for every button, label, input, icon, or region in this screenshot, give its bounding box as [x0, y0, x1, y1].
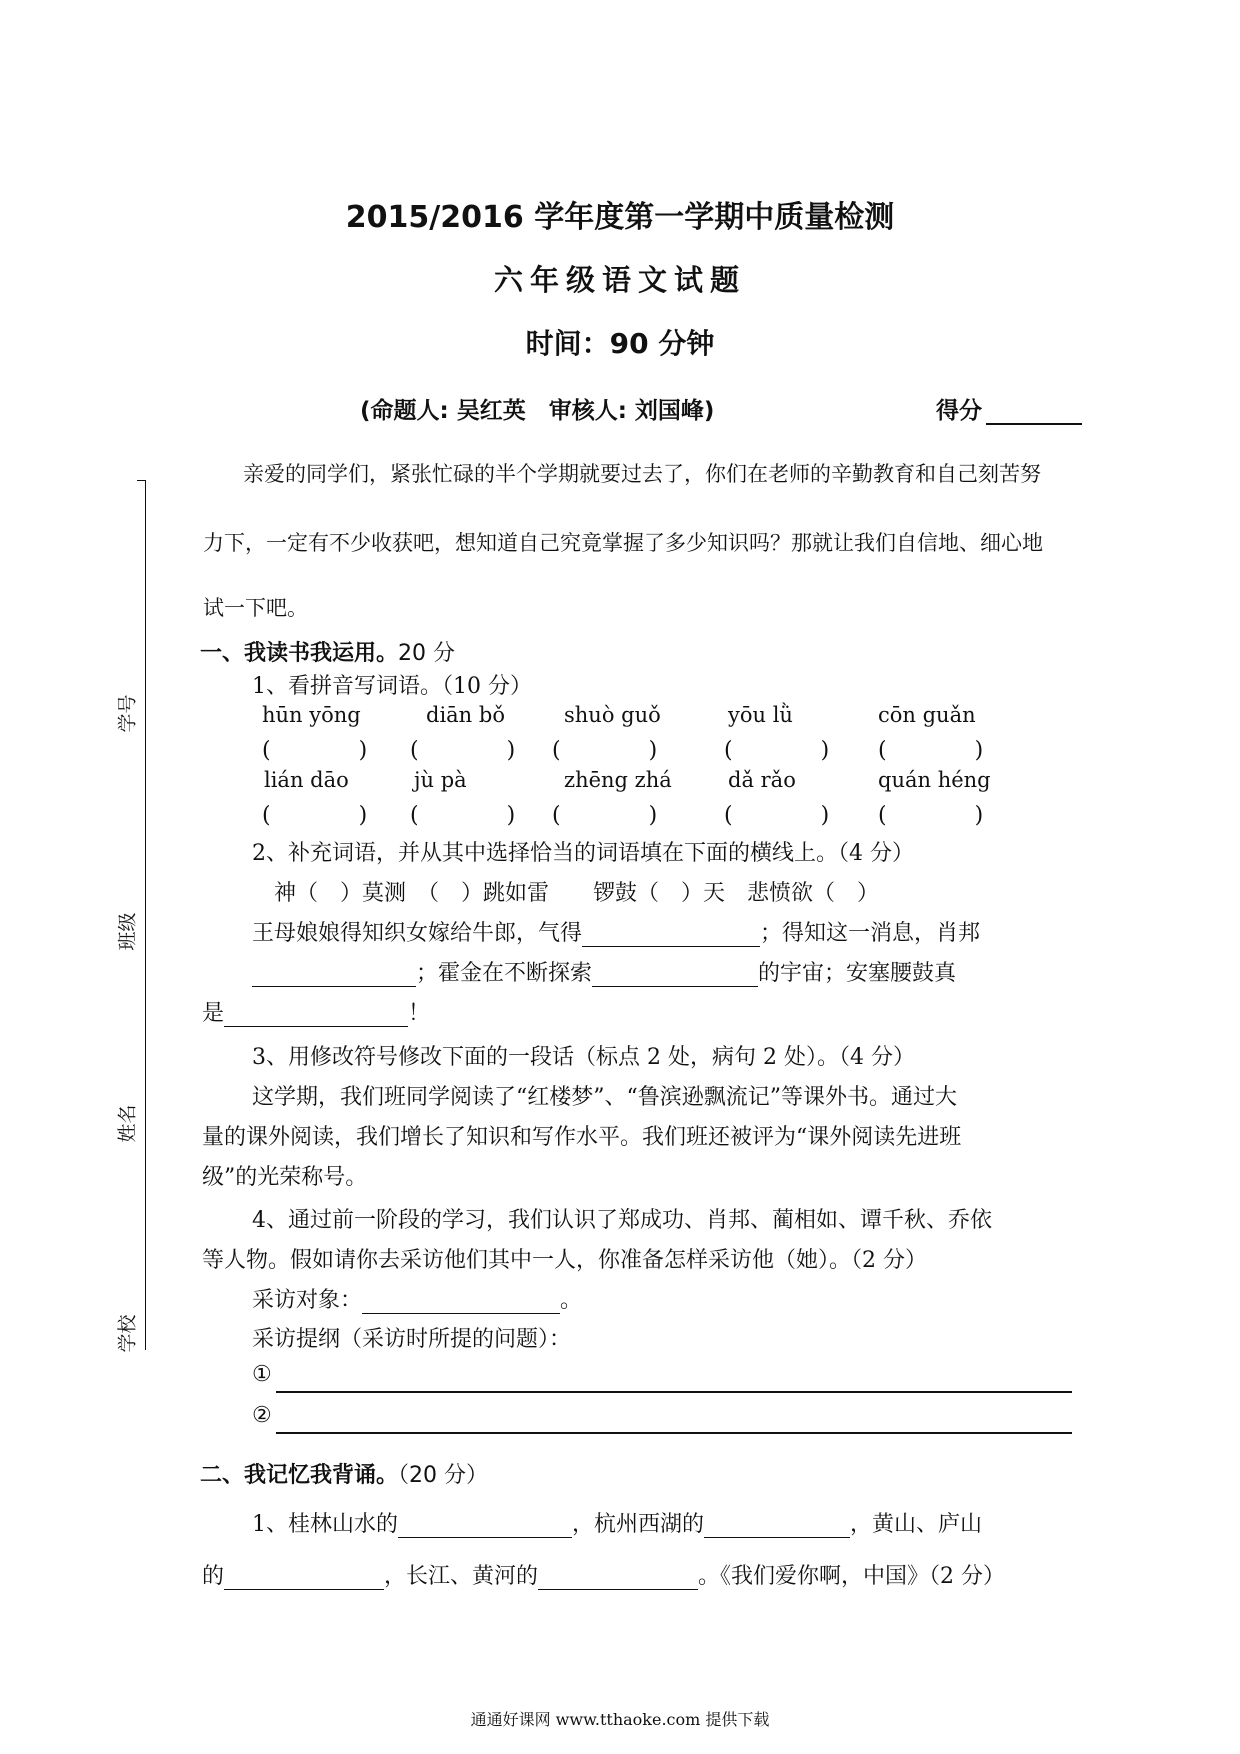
- q2-text-2b: 的宇宙；安塞腰鼓真: [758, 961, 957, 986]
- score-field: [936, 392, 1082, 425]
- class-label: 班级: [116, 912, 139, 951]
- intro-line-1: 亲爱的同学们，紧张忙碌的半个学期就要过去了，你们在老师的辛勤教育和自己刻苦努: [243, 462, 1041, 486]
- s2q1-blank-4[interactable]: [538, 1567, 698, 1590]
- section-2-title: 二、我记忆我背诵。: [200, 1463, 399, 1488]
- binding-margin-line: [145, 480, 146, 1350]
- question-1-2-line-1: [252, 916, 980, 947]
- student-id-label: 学号: [116, 694, 139, 733]
- s2q1-blank-2[interactable]: [704, 1515, 850, 1538]
- pinyin-1: hūn yōng: [262, 703, 361, 727]
- q2-text-2a: ；霍金在不断探索: [416, 961, 593, 986]
- q2-blank-3[interactable]: [592, 964, 758, 987]
- answer-paren-4[interactable]: ( ): [724, 738, 830, 763]
- question-1-4-line-1: 4、通过前一阶段的学习，我们认识了郑成功、肖邦、蔺相如、谭千秋、乔依: [252, 1208, 992, 1233]
- question-1-2-line-3: [202, 996, 430, 1027]
- section-1-title: 一、我读书我运用。: [200, 641, 399, 666]
- pinyin-10: quán héng: [878, 768, 991, 792]
- answer-paren-2[interactable]: ( ): [410, 738, 516, 763]
- exam-subtitle: 六年级语文试题: [493, 263, 746, 297]
- question-1-4-line-2: 等人物。假如请你去采访他们其中一人，你准备怎样采访他（她）。（2 分）: [202, 1248, 927, 1273]
- exam-authors: (命题人: 吴红英 审核人: 刘国峰): [360, 398, 715, 424]
- s2q1-text-2b: ，长江、黄河的: [384, 1564, 539, 1589]
- s2q1-text-1a: 1、桂林山水的: [252, 1512, 398, 1537]
- section-2-q1-line-2: [202, 1559, 1005, 1590]
- section-2-q1-line-1: [252, 1507, 982, 1538]
- question-1-3-line-3: 级”的光荣称号。: [202, 1165, 368, 1190]
- question-1-3-line-1: 这学期，我们班同学阅读了“红楼梦”、“鲁滨逊飘流记”等课外书。通过大: [252, 1085, 957, 1110]
- footer-watermark: 通通好课网 www.tthaoke.com 提供下载: [470, 1710, 770, 1729]
- s2q1-text-2c: 。《我们爱你啊，中国》（2 分）: [698, 1564, 1006, 1589]
- intro-line-3: 试一下吧。: [203, 596, 308, 620]
- section-2-heading: [200, 1458, 488, 1489]
- pinyin-3: shuò guǒ: [564, 703, 661, 727]
- question-1-2-words: 神（ ）莫测 （ ）跳如雷 锣鼓（ ）天 悲愤欲（ ）: [274, 881, 880, 906]
- q2-blank-2[interactable]: [252, 964, 416, 987]
- exam-title: 2015/2016 学年度第一学期中质量检测: [345, 200, 895, 235]
- answer-paren-9[interactable]: ( ): [724, 803, 830, 828]
- score-label: 得分: [936, 398, 982, 424]
- q2-text-1a: 王母娘娘得知织女嫁给牛郎，气得: [252, 921, 583, 946]
- outline-item-2-marker: ②: [252, 1403, 272, 1428]
- section-1-heading: [200, 636, 455, 667]
- q2-text-3b: ！: [408, 1001, 431, 1026]
- s2q1-text-2a: 的: [202, 1564, 225, 1589]
- question-1-1: 1、看拼音写词语。（10 分）: [252, 674, 532, 699]
- pinyin-4: yōu lǜ: [728, 703, 793, 727]
- outline-item-2-line[interactable]: [276, 1432, 1072, 1434]
- answer-paren-3[interactable]: ( ): [552, 738, 658, 763]
- outline-item-1-line[interactable]: [276, 1391, 1072, 1393]
- school-label: 学校: [116, 1314, 139, 1353]
- s2q1-blank-1[interactable]: [398, 1515, 572, 1538]
- section-1-points: 20 分: [398, 641, 456, 666]
- question-1-4-outline: 采访提纲（采访时所提的问题）：: [252, 1327, 572, 1352]
- question-1-2-line-2: [252, 956, 956, 987]
- q2-text-1b: ；得知这一消息，肖邦: [760, 921, 981, 946]
- q2-blank-4[interactable]: [224, 1004, 408, 1027]
- pinyin-6: lián dāo: [264, 768, 349, 792]
- pinyin-5: cōn guǎn: [878, 703, 976, 727]
- section-2-points: （20 分）: [398, 1463, 489, 1488]
- interview-target-end: 。: [560, 1288, 583, 1313]
- exam-time: 时间：90 分钟: [525, 327, 715, 360]
- question-1-3: 3、用修改符号修改下面的一段话（标点 2 处，病句 2 处）。（4 分）: [252, 1045, 915, 1070]
- answer-paren-7[interactable]: ( ): [410, 803, 516, 828]
- answer-paren-10[interactable]: ( ): [878, 803, 984, 828]
- binding-margin-tick: [137, 480, 145, 481]
- answer-paren-1[interactable]: ( ): [262, 738, 368, 763]
- q2-text-3a: 是: [202, 1001, 225, 1026]
- interview-target-blank[interactable]: [362, 1291, 560, 1314]
- answer-paren-8[interactable]: ( ): [552, 803, 658, 828]
- pinyin-8: zhēng zhá: [564, 768, 672, 792]
- s2q1-blank-3[interactable]: [224, 1567, 384, 1590]
- pinyin-2: diān bǒ: [426, 703, 505, 727]
- question-1-3-line-2: 量的课外阅读，我们增长了知识和写作水平。我们班还被评为“课外阅读先进班: [202, 1125, 962, 1150]
- pinyin-9: dǎ rǎo: [728, 768, 796, 792]
- q2-blank-1[interactable]: [582, 924, 760, 947]
- score-blank[interactable]: [986, 401, 1082, 425]
- question-1-2: 2、补充词语，并从其中选择恰当的词语填在下面的横线上。（4 分）: [252, 841, 914, 866]
- outline-item-1-marker: ①: [252, 1362, 272, 1387]
- answer-paren-5[interactable]: ( ): [878, 738, 984, 763]
- interview-target-label: 采访对象：: [252, 1288, 363, 1313]
- s2q1-text-1b: ，杭州西湖的: [572, 1512, 705, 1537]
- pinyin-7: jù pà: [414, 768, 467, 792]
- answer-paren-6[interactable]: ( ): [262, 803, 368, 828]
- name-label: 姓名: [116, 1104, 139, 1143]
- question-1-4-target: [252, 1283, 582, 1314]
- intro-line-2: 力下，一定有不少收获吧，想知道自己究竟掌握了多少知识吗？那就让我们自信地、细心地: [203, 531, 1043, 555]
- s2q1-text-1c: ，黄山、庐山: [850, 1512, 983, 1537]
